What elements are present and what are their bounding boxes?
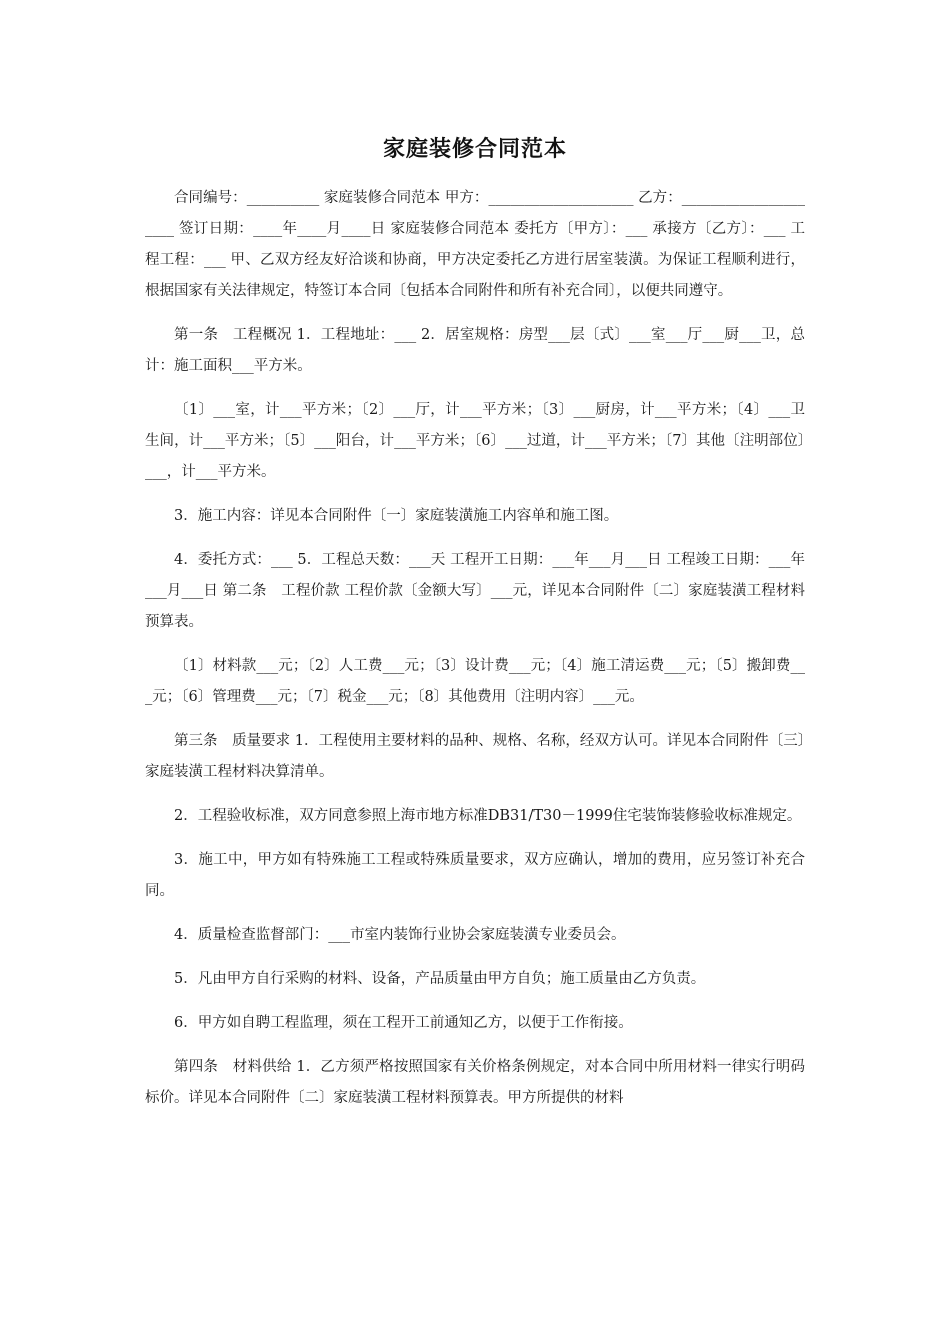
paragraph-article-3-quality: 第三条 质量要求 1．工程使用主要材料的品种、规格、名称，经双方认可。详见本合同附件〔三〕家庭装潢工程材料决算清单。 [145,733,805,780]
paragraph-contract-header: 合同编号：__________ 家庭装修合同范本 甲方：____________________ 乙方：_____________________ 签订日期：____年____月____日 家庭装修合同范本 委托方〔甲方〕：___ 承接方〔乙方〕：___ 工程工程：___ 甲、乙双方经友好洽谈和协商，甲方决定委托乙方进行居室装潢。为保证工程顺利进行，根据国家有关法律规定，特签订本合同〔包括本合同附件和所有补充合同〕，以便共同遵守。 [145,190,805,299]
paragraph-acceptance-standard: 2．工程验收标准，双方同意参照上海市地方标准DB31/T30－1999住宅装饰装修验收标准规定。 [174,808,802,824]
paragraph-room-areas: 〔1〕___室，计___平方米；〔2〕___厅，计___平方米；〔3〕___厨房，计___平方米；〔4〕___卫生间，计___平方米；〔5〕___阳台，计___平方米；〔6〕___过道，计___平方米；〔7〕其他〔注明部位〕___，计___平方米。 [145,402,805,480]
paragraph-special-requirements: 3．施工中，甲方如有特殊施工工程或特殊质量要求，双方应确认，增加的费用，应另签订补充合同。 [145,852,805,899]
paragraph-article-1-overview: 第一条 工程概况 1．工程地址：___ 2．居室规格：房型___层〔式〕___室___厅___厨___卫，总计：施工面积___平方米。 [145,327,805,374]
document-title: 家庭装修合同范本 [382,137,567,162]
paragraph-article-2-price: 4．委托方式：___ 5．工程总天数：___天 工程开工日期：___年___月___日 工程竣工日期：___年___月___日 第二条 工程价款 工程价款〔金额大写〕___元，详见本合同附件〔二〕家庭装潢工程材料预算表。 [145,552,805,630]
paragraph-cost-breakdown: 〔1〕材料款___元；〔2〕人工费___元；〔3〕设计费___元；〔4〕施工清运费___元；〔5〕搬卸费___元；〔6〕管理费___元；〔7〕税金___元；〔8〕其他费用〔注明内容〕___元。 [145,658,805,705]
document-body [145,183,805,1127]
paragraph-article-4-materials: 第四条 材料供给 1．乙方须严格按照国家有关价格条例规定，对本合同中所用材料一律实行明码标价。详见本合同附件〔二〕家庭装潢工程材料预算表。甲方所提供的材料 [145,1059,805,1106]
paragraph-construction-content: 3．施工内容：详见本合同附件〔一〕家庭装潢施工内容单和施工图。 [174,508,619,524]
paragraph-supervision-dept: 4．质量检查监督部门：___市室内装饰行业协会家庭装潢专业委员会。 [174,927,626,943]
paragraph-project-supervisor: 6．甲方如自聘工程监理，须在工程开工前通知乙方，以便于工作衔接。 [174,1015,633,1031]
paragraph-material-responsibility: 5．凡由甲方自行采购的材料、设备，产品质量由甲方自负；施工质量由乙方负责。 [174,971,706,987]
